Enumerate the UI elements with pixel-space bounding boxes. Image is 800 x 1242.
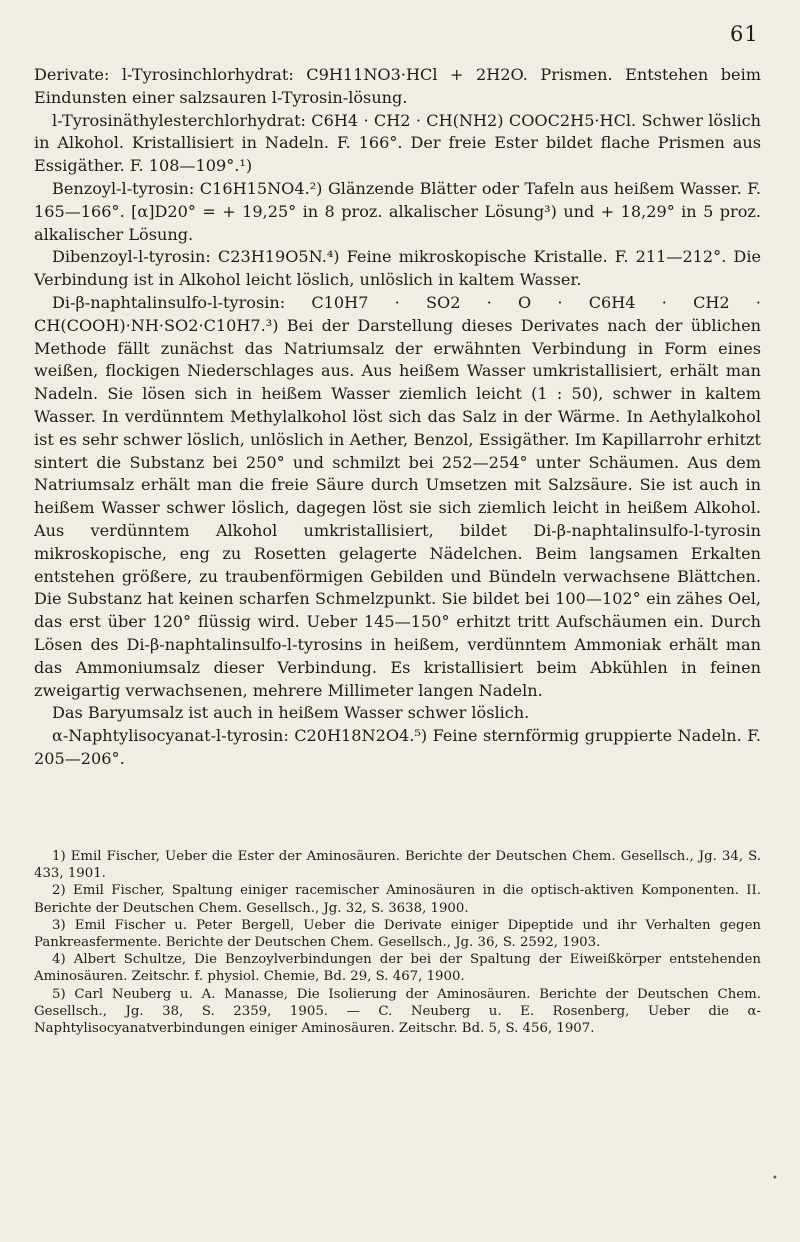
footnote-2: 2) Emil Fischer, Spaltung einiger racemischer Aminosäuren in die optisch-aktiven Komponenten. II. Berichte der Deutschen Chem. Gesellsch., Jg. 32, S. 3638, 1900.: [34, 883, 761, 916]
footnotes: [34, 848, 761, 1037]
footnote-3: 3) Emil Fischer u. Peter Bergell, Ueber die Derivate einiger Dipeptide und ihr Verhalten gegen Pankreasfermente. Berichte der Deutschen Chem. Gesellsch., Jg. 36, S. 2592, 1903.: [34, 917, 761, 951]
paragraph-naphtalinsulfo: Di-β-naphtalinsulfo-l-tyrosin: C10H7 · SO2 · O · C6H4 · CH2 · CH(COOH)·NH·SO2·C10H7.³) Bei der Darstellung dieses Derivates nach der üblichen Methode fällt zunächst das Natriumsalz der erwähnten Verbindung in Form eines weißen, flockigen Niederschlages aus. Aus heißem Wasser umkristallisiert, erhält man Nadeln. Sie lösen sich in heißem Wasser ziemlich leicht (1 : 50), schwer in kaltem Wasser. In verdünntem Methylalkohol löst sich das Salz in der Wärme. In Aethylalkohol ist es sehr schwer löslich, unlöslich in Aether, Benzol, Essigäther. Im Kapillarrohr erhitzt sintert die Substanz bei 250° und schmilzt bei 252—254° unter Schäumen. Aus dem Natriumsalz erhält man die freie Säure durch Umsetzen mit Salzsäure. Sie ist auch in heißem Wasser schwer löslich, dagegen löst sie sich ziemlich leicht in heißem Alkohol. Aus verdünntem Alkohol umkristallisiert, bildet Di-β-naphtalinsulfo-l-tyrosin mikroskopische, eng zu Rosetten gelagerte Nädelchen. Beim langsamen Erkalten entstehen größere, zu traubenförmigen Gebilden und Bündeln verwachsene Blättchen. Die Substanz hat keinen scharfen Schmelzpunkt. Sie bildet bei 100—102° ein zähes Oel, das erst über 120° flüssig wird. Ueber 145—150° erhitzt tritt Aufschäumen ein. Durch Lösen des Di-β-naphtalinsulfo-l-tyrosins in heißem, verdünntem Ammoniak erhält man das Ammoniumsalz dieser Verbindung. Es kristallisiert beim Abkühlen in feinen zweigartig verwachsenen, mehrere Millimeter langen Nadeln.: [34, 292, 761, 700]
paragraph-naphtylisocyanat: α-Naphtylisocyanat-l-tyrosin: C20H18N2O4.⁵) Feine sternförmig gruppierte Nadeln. F. 205—206°.: [34, 726, 761, 768]
footnote-4: 4) Albert Schultze, Die Benzoylverbindungen der bei der Spaltung der Eiweißkörper entstehenden Aminosäuren. Zeitschr. f. physiol. Chemie, Bd. 29, S. 467, 1900.: [34, 952, 761, 985]
paragraph-baryumsalz: Das Baryumsalz ist auch in heißem Wasser schwer löslich.: [52, 703, 530, 723]
page-number: 61: [730, 22, 759, 46]
paragraph-tyrosinchlorhydrat: Derivate: l-Tyrosinchlorhydrat: C9H11NO3·HCl + 2H2O. Prismen. Entstehen beim Eindunsten einer salzsauren l-Tyrosin-lösung.: [34, 65, 761, 107]
paragraph-ethylester: l-Tyrosinäthylesterchlorhydrat: C6H4 · CH2 · CH(NH2) COOC2H5·HCl. Schwer löslich in Alkohol. Kristallisiert in Nadeln. F. 166°. Der freie Ester bildet flache Prismen aus Essigäther. F. 108—109°.¹): [34, 110, 761, 176]
footnote-5: 5) Carl Neuberg u. A. Manasse, Die Isolierung der Aminosäuren. Berichte der Deutschen Chem. Gesellsch., Jg. 38, S. 2359, 1905. — C. Neuberg u. E. Rosenberg, Ueber die α-Naphtylisocyanatverbindungen einiger Aminosäuren. Zeitschr. Bd. 5, S. 456, 1907.: [34, 986, 761, 1037]
footnote-1: 1) Emil Fischer, Ueber die Ester der Aminosäuren. Berichte der Deutschen Chem. Gesellsch., Jg. 34, S. 433, 1901.: [34, 849, 761, 882]
paragraph-dibenzoyl: Dibenzoyl-l-tyrosin: C23H19O5N.⁴) Feine mikroskopische Kristalle. F. 211—212°. Die Verbindung ist in Alkohol leicht löslich, unlöslich in kaltem Wasser.: [34, 247, 761, 290]
page-mark: •: [772, 1173, 778, 1184]
main-text: [34, 64, 761, 771]
paragraph-benzoyl: Benzoyl-l-tyrosin: C16H15NO4.²) Glänzende Blätter oder Tafeln aus heißem Wasser. F. 165—166°. [α]D20° = + 19,25° in 8 proz. alkalischer Lösung³) und + 18,29° in 5 proz. alkalischer Lösung.: [34, 178, 761, 244]
